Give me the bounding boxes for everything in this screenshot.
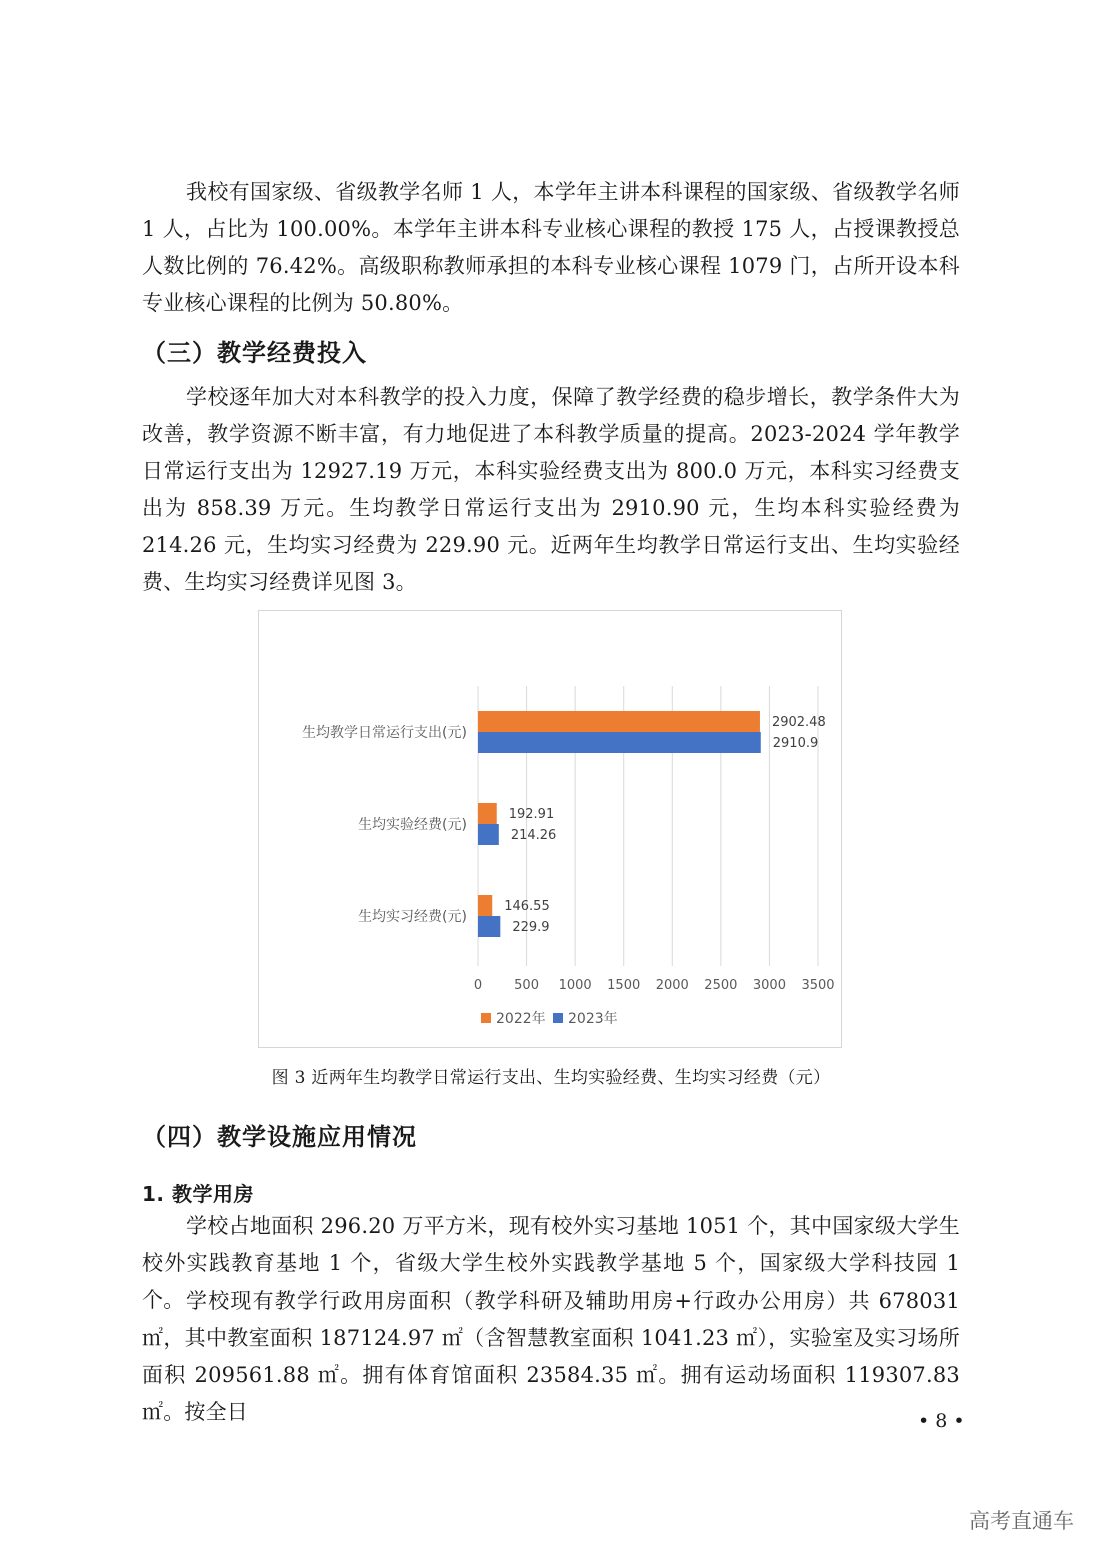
category-label: 生均实验经费(元): [358, 817, 467, 833]
bar-2022: [478, 711, 760, 732]
bar-2022: [478, 803, 497, 824]
paragraph-funding: 学校逐年加大对本科教学的投入力度，保障了教学经费的稳步增长，教学条件大为改善，教学资源不断丰富，有力地促进了本科教学质量的提高。2023-2024 学年教学日常运行支出为 12927.19 万元，本科实验经费支出为 800.0 万元，本科实习经费支出为 858.39 万元。生均教学日常运行支出为 2910.90 元，生均本科实验经费为 214.26 元，生均实习经费为 229.90 元。近两年生均教学日常运行支出、生均实验经费、生均实习经费详见图 3。: [142, 385, 960, 594]
x-tick-label: 2500: [704, 978, 738, 993]
section-heading-facilities: （四）教学设施应用情况: [142, 1123, 417, 1151]
bar-2023: [478, 916, 500, 937]
bar-chart: [259, 611, 843, 1049]
section-heading-funding: （三）教学经费投入: [142, 339, 367, 367]
bar-2023: [478, 824, 499, 845]
data-label: 146.55: [504, 899, 550, 914]
paragraph-campus: 学校占地面积 296.20 万平方米，现有校外实习基地 1051 个，其中国家级大学生校外实践教育基地 1 个，省级大学生校外实践教学基地 5 个，国家级大学科技园 1 个。: [142, 1214, 960, 1312]
paragraph-buildings: 学校现有教学行政用房面积（教学科研及辅助用房+行政办公用房）共 678031 ㎡，其中教室面积 187124.97 ㎡（含智慧教室面积 1041.23 ㎡），实验室及实习场所面积 209561.88 ㎡。拥有体育馆面积 23584.35 ㎡。拥有运动场面积 119307.83 ㎡。按全日: [142, 1289, 960, 1424]
data-label: 214.26: [510, 828, 557, 843]
legend-label: 2022年: [496, 1011, 546, 1027]
x-tick-label: 2000: [655, 978, 689, 993]
data-label: 2910.9: [772, 736, 819, 751]
legend-swatch: [553, 1013, 563, 1023]
x-tick-label: 3500: [801, 978, 835, 993]
x-tick-label: 500: [514, 978, 539, 993]
figure-3-chart: [258, 610, 842, 1048]
x-tick-label: 3000: [752, 978, 786, 993]
data-label: 2902.48: [771, 715, 826, 730]
subheading-teaching-buildings: 1. 教学用房: [142, 1182, 254, 1206]
figure-caption: 图 3 近两年生均教学日常运行支出、生均实验经费、生均实习经费（元）: [271, 1068, 831, 1088]
paragraph-teachers: 我校有国家级、省级教学名师 1 人，本学年主讲本科课程的国家级、省级教学名师 1 人，占比为 100.00%。本学年主讲本科专业核心课程的教授 175 人，占授课教授总人数比例的 76.42%。高级职称教师承担的本科专业核心课程 1079 门，占所开设本科专业核心课程的比例为 50.80%。: [142, 180, 960, 315]
x-tick-label: 1500: [607, 978, 641, 993]
bar-2023: [478, 732, 761, 753]
bar-2022: [478, 895, 492, 916]
category-label: 生均实习经费(元): [358, 909, 467, 925]
category-label: 生均教学日常运行支出(元): [302, 725, 467, 741]
x-tick-label: 1000: [558, 978, 592, 993]
legend-label: 2023年: [568, 1011, 618, 1027]
watermark: 高考直通车: [969, 1509, 1074, 1533]
data-label: 229.9: [512, 920, 550, 935]
legend-swatch: [481, 1013, 491, 1023]
data-label: 192.91: [508, 807, 555, 822]
page-number: • 8 •: [918, 1410, 965, 1432]
x-tick-label: 0: [473, 978, 483, 993]
